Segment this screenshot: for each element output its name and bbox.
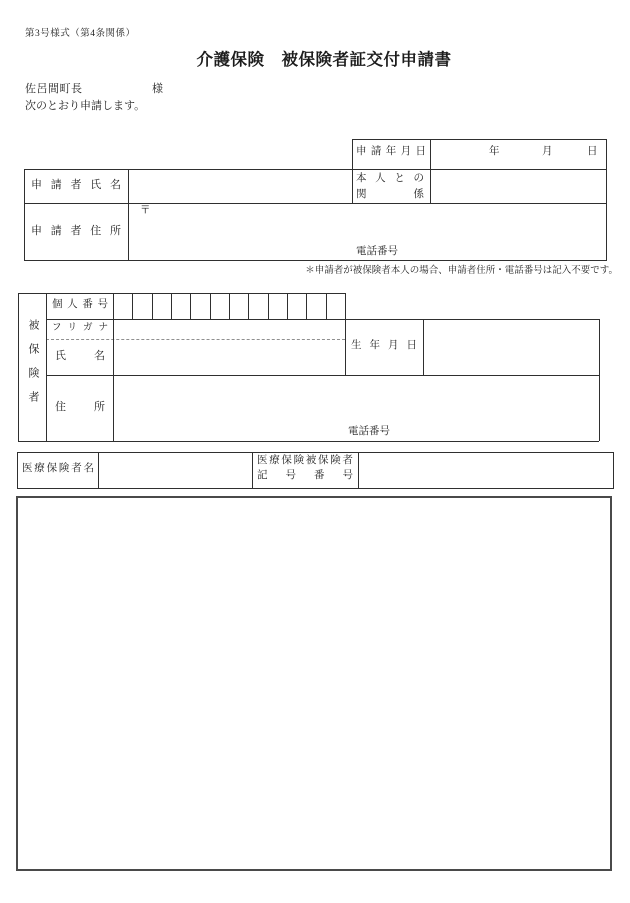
intro-line: 次のとおり申請します。: [25, 100, 146, 112]
furigana-label: フ リ ガ ナ: [52, 323, 108, 333]
insured-group-label-box: [19, 293, 46, 441]
grid-line: [46, 293, 47, 441]
month-label: 月: [542, 146, 553, 157]
remarks-box[interactable]: [16, 496, 612, 871]
applicant-name-field[interactable]: [129, 170, 352, 203]
grid-line: [252, 452, 253, 488]
form-number: 第3号様式（第4条関係）: [25, 29, 136, 39]
note-line: ＊申請者が被保険者本人の場合、申請者住所・電話番号は記入不要です。: [305, 266, 618, 276]
birthdate-field[interactable]: [424, 320, 598, 374]
insured-phone-label: 電話番号: [348, 426, 390, 437]
grid-line: [17, 452, 18, 488]
medical-number-field[interactable]: [359, 453, 612, 487]
medical-insurer-label: 医 療 保 険 者 名: [22, 463, 94, 474]
digit-box-divider: [268, 293, 269, 319]
grid-line: [24, 169, 25, 260]
furigana-field[interactable]: [114, 320, 344, 338]
insured-name-field[interactable]: [114, 340, 344, 374]
addressee-honorific: 様: [152, 83, 163, 95]
grid-line: [18, 441, 599, 442]
applicant-address-label: 申 請 者 住 所: [31, 225, 121, 237]
medical-number-label-line1: 医 療 保 険 被 保 険 者: [257, 455, 353, 466]
digit-box-divider: [190, 293, 191, 319]
applicant-phone-label: 電話番号: [356, 246, 398, 257]
digit-box-divider: [132, 293, 133, 319]
grid-line: [345, 293, 346, 375]
relation-field[interactable]: [431, 170, 606, 203]
applicant-address-field[interactable]: [129, 204, 606, 260]
application-date-field[interactable]: [431, 140, 606, 169]
birthdate-label: 生 年 月 日: [351, 340, 417, 351]
grid-line: [24, 260, 607, 261]
insured-address-label: 住 所: [55, 401, 105, 413]
insured-group-label: 被保険者: [27, 319, 39, 415]
digit-box-divider: [171, 293, 172, 319]
relation-label-line2: 関 係: [356, 189, 424, 200]
year-label: 年: [489, 146, 500, 157]
digit-box-divider: [306, 293, 307, 319]
digit-box-divider: [287, 293, 288, 319]
application-date-label: 申 請 年 月 日: [356, 146, 426, 157]
grid-line: [599, 319, 600, 441]
page-title: 介護保険 被保険者証交付申請書: [196, 50, 452, 69]
medical-insurer-field[interactable]: [99, 453, 251, 487]
day-label: 日: [587, 146, 598, 157]
relation-label-line1: 本 人 と の: [356, 173, 424, 184]
grid-line: [352, 139, 353, 203]
digit-box-divider: [248, 293, 249, 319]
grid-line: [17, 488, 614, 489]
digit-box-divider: [210, 293, 211, 319]
medical-number-label-line2: 記 号 番 号: [257, 470, 353, 481]
insured-name-label: 氏 名: [55, 350, 105, 362]
grid-line: [606, 139, 607, 260]
insured-address-field[interactable]: [114, 376, 598, 440]
personal-number-label: 個 人 番 号: [52, 299, 108, 310]
digit-box-divider: [152, 293, 153, 319]
grid-line: [613, 452, 614, 489]
addressee: 佐呂間町長: [25, 83, 83, 95]
digit-box-divider: [229, 293, 230, 319]
digit-box-divider: [326, 293, 327, 319]
postal-mark: 〒: [140, 205, 151, 216]
personal-number-boxes[interactable]: [113, 293, 345, 319]
applicant-name-label: 申 請 者 氏 名: [31, 179, 121, 191]
